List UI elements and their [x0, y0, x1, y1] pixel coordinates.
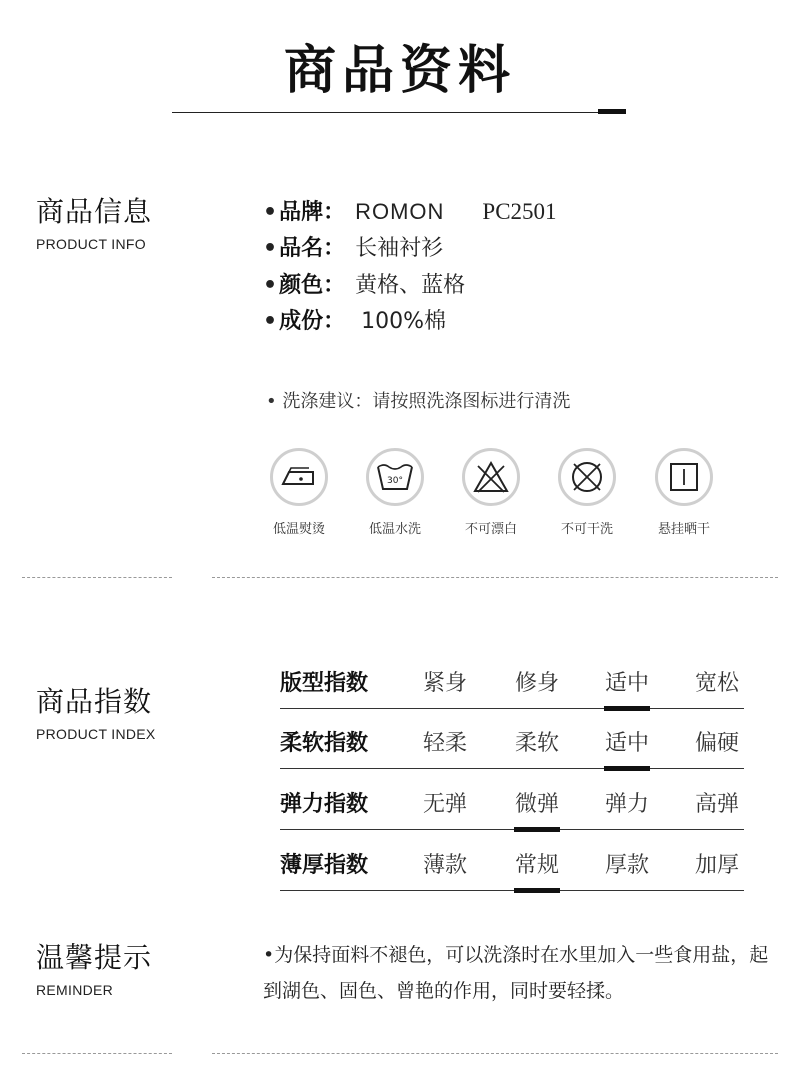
wash-advice: • 洗涤建议：请按照洗涤图标进行清洗	[266, 391, 571, 412]
index-option: 偏硬	[694, 731, 739, 756]
reminder-heading: 温馨提示	[36, 941, 153, 974]
index-option: 无弹	[422, 792, 467, 817]
brand-value: ROMON	[355, 199, 445, 224]
name-value: 长袖衬衫	[355, 236, 444, 261]
page-title: 商品资料	[283, 41, 516, 101]
index-option: 宽松	[694, 671, 739, 696]
index-option: 修身	[514, 671, 559, 696]
index-selected-marker	[604, 766, 650, 771]
care-item-iron	[266, 448, 332, 537]
product-index-subheading: PRODUCT INDEX	[36, 726, 156, 742]
bullet: •	[263, 236, 278, 261]
care-label: 不可干洗	[560, 522, 613, 537]
care-label: 悬挂晒干	[657, 522, 710, 537]
section-divider	[212, 1053, 778, 1054]
info-row-color	[263, 268, 465, 299]
index-option: 适中	[604, 731, 649, 756]
index-rule	[280, 829, 744, 830]
title-underline	[172, 112, 626, 113]
brand-key: 品牌：	[279, 200, 346, 225]
section-divider	[212, 577, 778, 578]
bullet: •	[263, 309, 278, 334]
care-item-dryclean	[554, 448, 620, 537]
index-option: 适中	[604, 671, 649, 696]
index-rule	[280, 708, 744, 709]
hang-dry-icon	[655, 448, 713, 506]
index-row-softness	[280, 718, 744, 778]
section-divider	[22, 1053, 172, 1054]
info-row-material	[263, 304, 446, 335]
index-option: 柔软	[514, 731, 559, 756]
care-label: 低温水洗	[368, 522, 421, 537]
wash-30-icon	[366, 448, 424, 506]
index-option: 紧身	[422, 671, 467, 696]
index-option: 弹力	[604, 792, 649, 817]
bullet: •	[263, 273, 278, 298]
info-row-brand	[263, 195, 557, 226]
index-option: 微弹	[514, 792, 559, 817]
index-rule	[280, 890, 744, 891]
no-bleach-icon	[462, 448, 520, 506]
index-option: 常规	[514, 853, 559, 878]
info-row-name	[263, 231, 443, 262]
low-temp-iron-icon	[270, 448, 328, 506]
color-value: 黄格、蓝格	[355, 273, 466, 298]
reminder-text: •为保持面料不褪色，可以洗涤时在水里加入一些食用盐，起到湖色、固色、曾艳的作用，同时要轻揉。	[263, 944, 769, 1002]
index-row-thickness	[280, 840, 744, 900]
bullet: •	[263, 200, 278, 225]
index-rule	[280, 768, 744, 769]
reminder-subheading: REMINDER	[36, 982, 114, 998]
index-name: 弹力指数	[280, 792, 369, 817]
wash-temp: 30°	[387, 476, 403, 486]
no-dry-clean-icon	[558, 448, 616, 506]
section-divider	[22, 577, 172, 578]
index-row-fit	[280, 658, 744, 718]
index-option: 薄款	[422, 853, 467, 878]
index-name: 版型指数	[280, 671, 369, 696]
care-item-bleach	[458, 448, 524, 537]
care-item-wash	[362, 448, 428, 537]
style-code: PC2501	[482, 199, 557, 224]
index-option: 加厚	[694, 853, 739, 878]
product-info-heading: 商品信息	[36, 195, 153, 228]
care-item-hangdry	[651, 448, 717, 537]
index-option: 高弹	[694, 792, 739, 817]
index-name: 柔软指数	[280, 731, 369, 756]
title-underline-accent	[598, 109, 626, 114]
index-row-elasticity	[280, 779, 744, 839]
care-label: 低温熨烫	[272, 522, 325, 537]
index-name: 薄厚指数	[280, 853, 369, 878]
material-key: 成份：	[279, 309, 346, 334]
material-value: 100%棉	[361, 309, 446, 334]
index-selected-marker	[514, 888, 560, 893]
color-key: 颜色：	[279, 273, 346, 298]
index-option: 厚款	[604, 853, 649, 878]
product-index-heading: 商品指数	[36, 685, 153, 718]
product-info-subheading: PRODUCT INFO	[36, 236, 146, 252]
care-label: 不可漂白	[464, 522, 517, 537]
index-selected-marker	[514, 827, 560, 832]
index-selected-marker	[604, 706, 650, 711]
name-key: 品名：	[279, 236, 346, 261]
index-option: 轻柔	[422, 731, 467, 756]
